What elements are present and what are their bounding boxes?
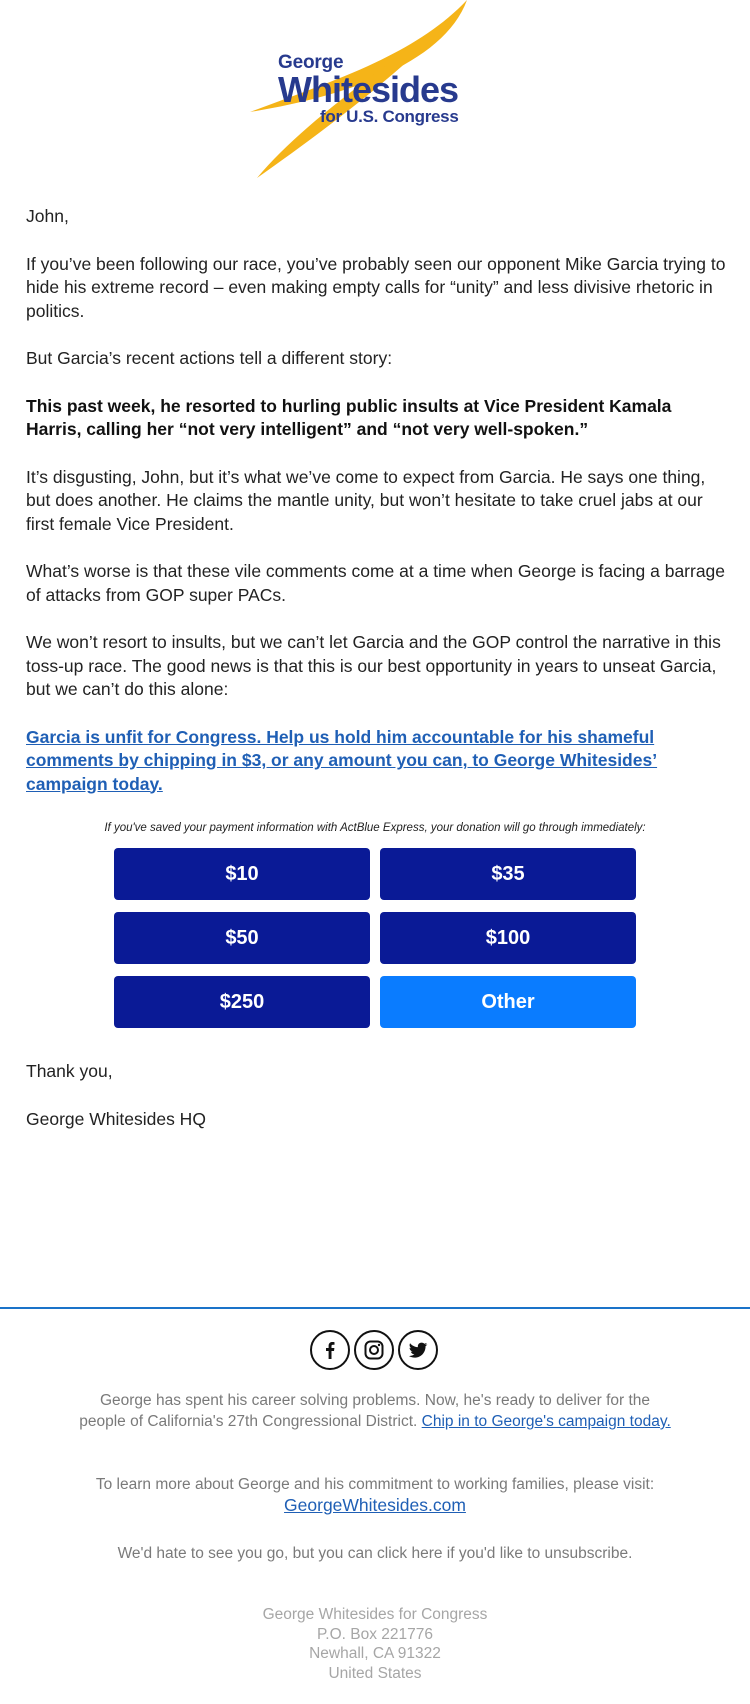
twitter-icon[interactable] — [398, 1330, 438, 1370]
footer-learn-more — [75, 1474, 675, 1517]
paragraph-6: We won’t resort to insults, but we can’t let Garcia and the GOP control the narrative in this toss-up race. The good news is that this is our best opportunity in years to unseat Garcia, but we can’t do this alone: — [26, 632, 721, 699]
address-org: George Whitesides for Congress — [262, 1606, 488, 1623]
footer-about — [75, 1390, 675, 1432]
signoff — [26, 1060, 206, 1155]
email-body — [26, 205, 726, 820]
paragraph-1: If you’ve been following our race, you’ve probably seen our opponent Mike Garcia trying to hide his extreme record – even making empty calls for “unity” and less divisive rhetoric in politics. — [26, 253, 726, 321]
actblue-express-note: If you've saved your payment information with ActBlue Express, your donation will go through immediately: — [104, 822, 646, 834]
donate-100-button[interactable]: $100 — [380, 912, 636, 964]
social-links — [310, 1330, 440, 1372]
facebook-icon[interactable] — [310, 1330, 350, 1370]
logo-line-george: George — [278, 52, 344, 73]
paragraph-3-bold: This past week, he resorted to hurling public insults at Vice President Kamala Harris, calling her “not very intelligent” and “not very well-spoken.” — [26, 395, 672, 439]
logo-line-congress: for U.S. Congress — [320, 107, 459, 126]
footer-learn-more-text: To learn more about George and his commitment to working families, please visit: — [95, 1476, 655, 1493]
footer-divider — [0, 1307, 750, 1309]
address-country: United States — [328, 1664, 422, 1682]
greeting: John, — [26, 206, 69, 226]
signoff-signature: George Whitesides HQ — [26, 1108, 206, 1129]
signoff-thanks: Thank you, — [26, 1061, 113, 1081]
logo-line-whitesides: Whitesides — [278, 69, 459, 110]
donate-35-button[interactable]: $35 — [380, 848, 636, 900]
donate-other-button[interactable]: Other — [380, 976, 636, 1028]
footer-chip-in-link[interactable]: Chip in to George's campaign today. — [421, 1413, 671, 1430]
instagram-icon[interactable] — [354, 1330, 394, 1370]
donate-250-button[interactable]: $250 — [114, 976, 370, 1028]
donate-cta-link[interactable]: Garcia is unfit for Congress. Help us hold him accountable for his shameful comments by chipping in $3, or any amount you can, to George Whitesides’ campaign today. — [26, 726, 658, 794]
footer-address — [0, 1605, 750, 1683]
logo-wordmark — [278, 52, 538, 127]
donate-10-button[interactable]: $10 — [114, 848, 370, 900]
paragraph-2: But Garcia’s recent actions tell a different story: — [26, 348, 393, 368]
paragraph-5: What’s worse is that these vile comments come at a time when George is facing a barrage of attacks from GOP super PACs. — [26, 561, 726, 605]
address-city: Newhall, CA 91322 — [309, 1645, 441, 1662]
campaign-logo — [0, 0, 750, 185]
address-po-box: P.O. Box 221776 — [316, 1625, 434, 1643]
footer-about-text: George has spent his career solving problems. Now, he's ready to deliver for the people of California's 27th Congressional District. — [79, 1392, 651, 1430]
footer-website-link[interactable]: GeorgeWhitesides.com — [284, 1495, 466, 1515]
footer-unsubscribe[interactable]: We'd hate to see you go, but you can click here if you'd like to unsubscribe. — [117, 1545, 633, 1562]
paragraph-4: It’s disgusting, John, but it’s what we’ve come to expect from Garcia. He says one thing, but does another. He claims the mantle unity, but won’t hesitate to take cruel jabs at our first female Vice President. — [26, 466, 706, 534]
donate-50-button[interactable]: $50 — [114, 912, 370, 964]
